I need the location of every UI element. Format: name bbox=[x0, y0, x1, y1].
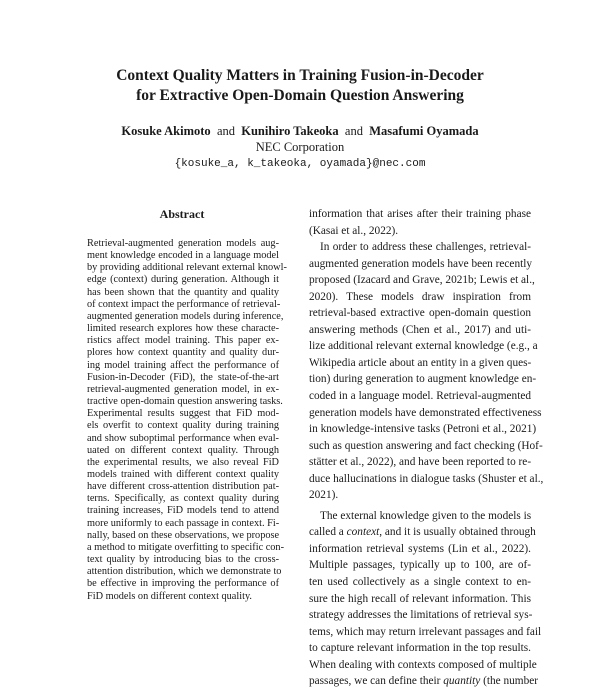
text-line: more uniformly to each passage in context. Fi- bbox=[87, 517, 280, 529]
text-line: ing model training affect the performance of bbox=[87, 359, 279, 371]
text-line: strategy addresses the limitations of retrieval sys- bbox=[309, 609, 533, 622]
text-fragment: called a bbox=[309, 526, 347, 539]
text-line: FiD models on different context quality. bbox=[87, 590, 253, 602]
text-line: answering methods (Chen et al., 2017) and uti- bbox=[309, 323, 531, 336]
author-list bbox=[0, 123, 600, 139]
author-name: Masafumi Oyamada bbox=[369, 124, 479, 138]
text-line: training increases, FiD models tend to attend bbox=[87, 505, 279, 517]
body-paragraph-1 bbox=[309, 206, 531, 239]
text-line: nally, based on these observations, we propose bbox=[87, 529, 280, 541]
emphasis-term: quantity bbox=[443, 675, 481, 688]
text-line: and show suboptimal performance when eval- bbox=[87, 432, 279, 444]
text-line: a method to mitigate overfitting to specific con- bbox=[87, 541, 285, 553]
text-line: els overfit to context quality during training bbox=[87, 420, 279, 432]
author-emails: {kosuke_a, k_takeoka, oyamada}@nec.com bbox=[174, 158, 426, 170]
abstract-body bbox=[87, 238, 287, 603]
text-line: augmented generation models have been recently bbox=[309, 257, 533, 270]
text-line: has been shown that the quantity and quality bbox=[87, 286, 279, 298]
title-line-2: for Extractive Open-Domain Question Answering bbox=[136, 87, 464, 104]
text-line: tractive open-domain question answering tasks. bbox=[87, 396, 283, 408]
text-line: have different cross-attention distribution pat- bbox=[87, 481, 279, 493]
text-line: retrieval-augmented generation model, in ex- bbox=[87, 383, 279, 395]
paper-title bbox=[0, 66, 600, 106]
text-line: tion) during generation to augment knowledge en- bbox=[309, 373, 537, 386]
abstract-heading: Abstract bbox=[159, 207, 205, 221]
author-separator: and bbox=[216, 124, 235, 138]
text-line: augmented generation models during inference, bbox=[87, 310, 284, 322]
text-line: stätter et al., 2022), and have been reported to re- bbox=[309, 456, 532, 469]
text-line: information retrieval systems (Lin et al., 2022). bbox=[309, 542, 531, 555]
text-line: ten used collectively as a single context to en- bbox=[309, 576, 531, 589]
text-line bbox=[309, 524, 536, 541]
text-line: text quality by introducing bias to the cross- bbox=[87, 554, 279, 566]
text-line: such as question answering and fact checking (Hof- bbox=[309, 439, 543, 452]
right-column bbox=[309, 206, 544, 690]
body-paragraph-3 bbox=[309, 508, 542, 690]
text-line: tems, which may return irrelevant passages and fail bbox=[309, 625, 542, 638]
text-line: edge (context) during generation. Although it bbox=[87, 274, 279, 286]
text-line: generation models have demonstrated effectiveness bbox=[309, 406, 542, 419]
text-line: Multiple passages, typically up to 100, are of- bbox=[309, 559, 531, 572]
text-line: lize additional relevant external knowledge (e.g., a bbox=[309, 340, 538, 353]
paragraph-continuation bbox=[309, 541, 542, 673]
text-line: Retrieval-augmented generation models aug- bbox=[87, 238, 279, 249]
text-line: attention distribution, which we demonstrate to bbox=[87, 566, 282, 578]
text-line: be effective in improving the performance of bbox=[87, 578, 279, 590]
text-line: by providing additional relevant external knowl- bbox=[87, 262, 287, 274]
text-line: duce hallucinations in dialogue tasks (Shuster et al., bbox=[309, 472, 544, 485]
text-fragment: passages, we can define their bbox=[309, 675, 444, 688]
text-line: of context impact the performance of retrieval- bbox=[87, 298, 281, 310]
text-line bbox=[309, 673, 539, 690]
text-line: In order to address these challenges, retrieval- bbox=[320, 241, 531, 254]
text-line: The external knowledge given to the models is bbox=[320, 509, 532, 522]
text-line: coded in a language model. Retrieval-augmented bbox=[309, 390, 531, 403]
text-fragment: (the number bbox=[480, 675, 539, 688]
text-line: ristics affect model training. This paper ex- bbox=[87, 335, 279, 347]
text-line: retrieval-based extractive open-domain question bbox=[309, 307, 531, 320]
text-line: terns. Specifically, as context quality during bbox=[87, 493, 279, 505]
text-line: plores how context quantity and quality dur- bbox=[87, 347, 279, 359]
text-line: models trained with different context quality bbox=[87, 468, 279, 480]
text-line: proposed (Izacard and Grave, 2021b; Lewis et al., bbox=[309, 274, 535, 287]
text-line: limited research explores how these characte- bbox=[87, 323, 279, 335]
title-line-1: Context Quality Matters in Training Fusion-in-Decoder bbox=[116, 67, 484, 84]
text-line: Fusion-in-Decoder (FiD), the state-of-the-art bbox=[87, 371, 279, 383]
text-line: Experimental results suggest that FiD mod- bbox=[87, 408, 279, 420]
text-line: (Kasai et al., 2022). bbox=[309, 224, 399, 237]
text-line: in knowledge-intensive tasks (Petroni et al., 2021) bbox=[309, 423, 537, 436]
author-name: Kunihiro Takeoka bbox=[241, 124, 339, 138]
author-separator: and bbox=[344, 124, 363, 138]
text-line: sure the high recall of relevant information. This bbox=[309, 592, 531, 605]
text-line: information that arises after their training phase bbox=[309, 208, 531, 220]
text-line: 2021). bbox=[309, 489, 339, 502]
text-fragment: , and it is usually obtained through bbox=[379, 526, 536, 539]
body-paragraph-2 bbox=[309, 239, 544, 504]
text-line: Wikipedia article about an entity in a given ques- bbox=[309, 356, 532, 369]
text-line: ment knowledge encoded in a language model bbox=[87, 250, 279, 262]
affiliation: NEC Corporation bbox=[255, 140, 345, 154]
emphasis-term: context bbox=[346, 526, 380, 539]
text-line: the experimental results, we also reveal FiD bbox=[87, 456, 279, 468]
text-line: to capture relevant information in the top results. bbox=[309, 642, 531, 655]
text-line: When dealing with contexts composed of multiple bbox=[309, 658, 537, 671]
text-line: uated on different context quality. Through bbox=[87, 444, 279, 456]
author-name: Kosuke Akimoto bbox=[121, 124, 211, 138]
text-line: 2020). These models draw inspiration from bbox=[309, 290, 531, 303]
